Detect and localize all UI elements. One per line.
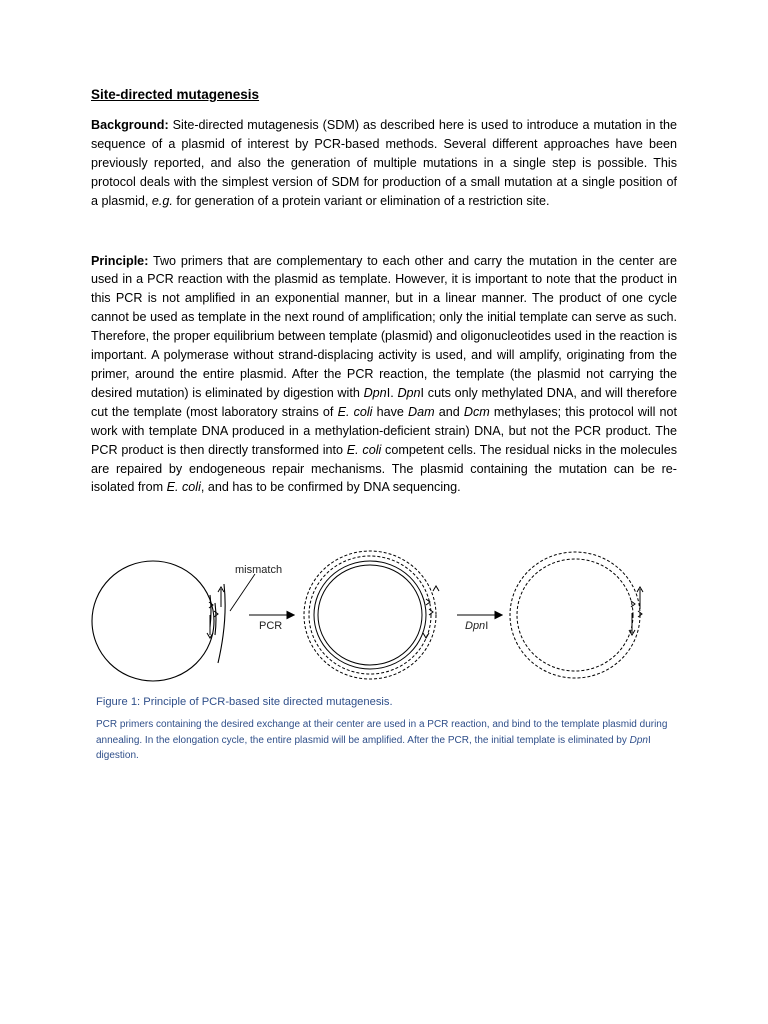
document-body [91,86,677,497]
dpn-label [465,620,488,632]
caption-suffix: I digestion. [96,734,651,762]
dpn-label-italic: Dpn [465,620,486,632]
principle-text-8: , and has to be confirmed by DNA sequencing. [200,480,461,495]
caption-text: PCR primers containing the desired exchange at their center are used in a PCR reaction, and bind to the template plasmid during annealing. In the elongation cycle, the entire plasmid will be amplified. After the PCR, the initial template is eliminated by [96,719,668,746]
dpn-suffix-1: I [386,385,391,400]
figure-caption-body [96,717,676,764]
principle-label: Principle: [91,253,149,268]
background-text: Site-directed mutagenesis (SDM) as described here is used to introduce a mutation in the sequence of a plasmid of interest by PCR-based methods. Several different approaches have been previously reported, and also the generation of multiple mutations in a single step is possible. This protocol deals with the simplest version of SDM for production of a small mutation at a single position of a plasmid, [91,118,678,208]
mutated-plasmid [510,552,643,678]
principle-text-3: cuts only methylated DNA, and will therefore cut the template (most laboratory strains of [91,385,678,419]
ecoli-italic-3: E. coli [166,480,201,495]
dpn-suffix-2: I [420,385,425,400]
background-text-end: for generation of a protein variant or elimination of a restriction site. [172,193,550,208]
pcr-product-plasmid [304,551,439,679]
principle-text-6: methylases; this protocol will not work with template DNA produced in a methylation-deficient strain) DNA, but not the PCR product. The PCR product is then directly transformed into [91,404,678,457]
background-label: Background: [91,118,169,132]
principle-text-2: . [390,385,398,400]
template-plasmid [92,561,255,681]
principle-paragraph [91,252,677,498]
caption-dpn-italic: Dpn [629,734,648,746]
dpn-label-suffix: I [485,620,489,632]
dcm-italic: Dcm [463,404,490,419]
figure-1-diagram [91,545,681,685]
principle-text-1: Two primers that are complementary to each other and carry the mutation in the center are used in a PCR reaction with the plasmid as template. However, it is important to note that the product in this PCR is not amplified in an exponential manner, but in a linear manner. The product of one cycle cannot be used as template in the next round of amplification; only the initial template can serve as such. Therefore, the proper equilibrium between template (plasmid) and oligonucleotides used in the reaction is important. A polymerase without strand-displacing activity is used, and will amplify, originating from the primer, around the entire plasmid. After the PCR reaction, the template (the plasmid not carrying the desired mutation) is eliminated by digestion with [91,253,677,400]
dpn-italic-1: Dpn [363,385,387,400]
mismatch-label: mismatch [235,564,283,576]
principle-text-7: competent cells. The residual nicks in the molecules are repaired by endogeneous repair mechanisms. The plasmid containing the mutation can be re-isolated from [91,442,677,495]
ecoli-italic-2: E. coli [346,442,382,457]
principle-text-4: have [372,404,409,419]
ecoli-italic-1: E. coli [337,404,373,419]
background-eg: e.g. [151,193,173,208]
dpn-italic-2: Dpn [397,385,421,400]
dam-italic: Dam [408,404,435,419]
figure-caption-title: Figure 1: Principle of PCR-based site directed mutagenesis. [96,696,393,708]
document-title: Site-directed mutagenesis [91,87,260,102]
pcr-label: PCR [259,620,283,632]
principle-text-5: and [434,404,464,419]
background-paragraph [91,116,677,211]
